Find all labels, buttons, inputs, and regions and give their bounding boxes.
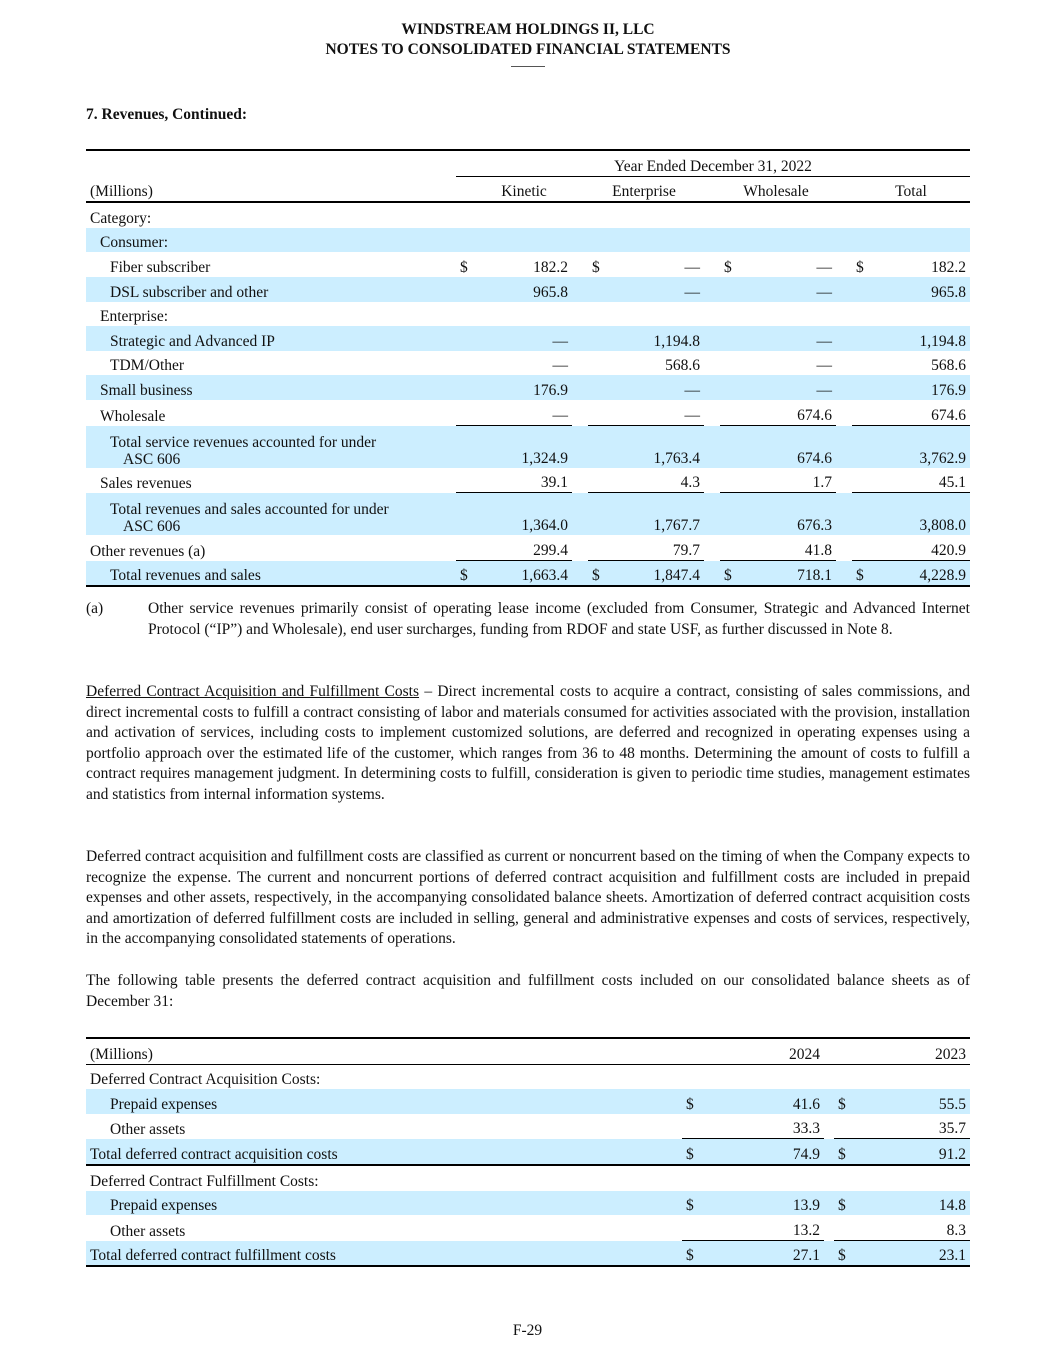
row-label: Other assets <box>110 1222 186 1240</box>
cell-value: 965.8 <box>876 277 970 302</box>
cell-value: 1,194.8 <box>612 326 704 351</box>
table-row-total <box>86 561 970 588</box>
col-total: Total <box>852 177 970 204</box>
row-label: Consumer: <box>86 228 970 253</box>
cell-value: 1.7 <box>744 468 836 494</box>
cell-value: 3,808.0 <box>876 493 970 535</box>
cell-value: 182.2 <box>931 258 966 276</box>
units-label: (Millions) <box>86 177 456 204</box>
row-label-line1: Total service revenues accounted for under <box>110 433 377 451</box>
cell-value: 41.6 <box>706 1089 824 1114</box>
dollar-sign: $ <box>834 1241 858 1268</box>
cell-value: 35.7 <box>858 1114 970 1140</box>
cell-value: 299.4 <box>480 535 572 561</box>
column-header-row <box>86 1037 970 1065</box>
table-row <box>86 1215 970 1241</box>
company-name: WINDSTREAM HOLDINGS II, LLC <box>401 21 655 38</box>
cell-value: — <box>480 400 572 426</box>
period-header-row <box>86 149 970 177</box>
dollar-sign: $ <box>460 258 468 276</box>
table-row <box>86 302 970 327</box>
row-label-line2: ASC 606 <box>123 450 181 468</box>
dollar-sign: $ <box>834 1191 858 1216</box>
cell-value: 176.9 <box>876 375 970 400</box>
table-row <box>86 1114 970 1140</box>
table-row <box>86 277 970 302</box>
cell-value: — <box>612 400 704 426</box>
cell-value: — <box>612 375 704 400</box>
col-2024: 2024 <box>706 1037 824 1065</box>
table-row <box>86 375 970 400</box>
row-label: Category: <box>90 209 152 227</box>
dollar-sign: $ <box>588 561 612 588</box>
paragraph-body: – Direct incremental costs to acquire a contract, consisting of sales commissions, and direct incremental costs to fulfill a contract consisting of labor and materials consumed for activities associated with the provision, installation and activation of services, including costs to implement customized solutions, are deferred and recognized in operating expenses using a portfolio approach over the estimated life of the customer, which ranges from 36 to 48 months. Determining the amount of costs to fulfill a contract requires management judgment. In determining costs to fulfill, consideration is given to periodic time studies, management estimates and statistics from internal information systems. <box>86 683 970 803</box>
cell-value: 41.8 <box>744 535 836 561</box>
dollar-sign: $ <box>682 1191 706 1216</box>
cell-value: 176.9 <box>480 375 572 400</box>
cell-value: 674.6 <box>876 400 970 426</box>
cell-value: 965.8 <box>480 277 572 302</box>
cell-value: 27.1 <box>706 1241 824 1268</box>
cell-value: 23.1 <box>858 1241 970 1268</box>
cell-value: 45.1 <box>876 468 970 494</box>
row-label: Deferred Contract Fulfillment Costs: <box>90 1172 319 1190</box>
cell-value: — <box>816 357 832 375</box>
col-kinetic: Kinetic <box>480 177 588 204</box>
period-header: Year Ended December 31, 2022 <box>456 149 970 177</box>
header-divider <box>511 66 545 67</box>
dollar-sign: $ <box>856 258 864 276</box>
cell-value: 676.3 <box>744 493 836 535</box>
table-row <box>86 400 970 426</box>
table-row-total <box>86 1241 970 1268</box>
cell-value: 420.9 <box>876 535 970 561</box>
cell-value: 55.5 <box>858 1089 970 1114</box>
dollar-sign: $ <box>456 561 480 588</box>
revenue-table <box>86 149 970 587</box>
units-label: (Millions) <box>86 1037 682 1065</box>
cell-value: 182.2 <box>533 258 568 276</box>
paragraph-classification: Deferred contract acquisition and fulfillment costs are classified as current or noncurrent based on the timing of when the Company expects to recognize the expense. The current and noncurrent portions of deferred contract acquisition and fulfillment costs are included in prepaid expenses and other assets, respectively, in the accompanying consolidated balance sheets. Amortization of deferred contract acquisition costs and amortization of deferred fulfillment costs are included in selling, general and administrative expenses and costs of services, respectively, in the accompanying consolidated statements of operations. <box>86 848 970 948</box>
table-row <box>86 203 970 228</box>
row-label-line1: Total revenues and sales accounted for under <box>110 501 389 519</box>
dollar-sign: $ <box>834 1089 858 1114</box>
table-row-total <box>86 1139 970 1166</box>
row-label: Total deferred contract fulfillment costs <box>86 1241 682 1268</box>
cell-value: 14.8 <box>858 1191 970 1216</box>
document-subtitle: NOTES TO CONSOLIDATED FINANCIAL STATEMENTS <box>325 41 731 58</box>
table-row <box>86 351 970 376</box>
row-label: Total deferred contract acquisition costs <box>86 1139 682 1166</box>
dollar-sign: $ <box>724 258 732 276</box>
row-label: Other revenues (a) <box>90 542 206 560</box>
table-row <box>86 1166 970 1191</box>
row-label: Other assets <box>110 1121 186 1139</box>
cell-value: 1,847.4 <box>612 561 704 588</box>
cell-value: 674.6 <box>744 426 836 468</box>
row-label <box>86 493 456 535</box>
footnote <box>86 599 970 640</box>
cell-value: 33.3 <box>706 1114 824 1140</box>
table-row <box>86 468 970 494</box>
cell-value: 718.1 <box>744 561 836 588</box>
section-title: 7. Revenues, Continued: <box>86 106 248 123</box>
row-label: Deferred Contract Acquisition Costs: <box>90 1071 321 1089</box>
col-wholesale: Wholesale <box>720 177 852 204</box>
cell-value: — <box>612 277 704 302</box>
table-row <box>86 1191 970 1216</box>
col-2023: 2023 <box>858 1037 970 1065</box>
row-label: TDM/Other <box>110 357 185 375</box>
cell-value: — <box>552 357 568 375</box>
cell-value: 1,663.4 <box>480 561 572 588</box>
row-label: Enterprise: <box>100 308 169 326</box>
row-label: DSL subscriber and other <box>86 277 456 302</box>
cell-value: 8.3 <box>858 1215 970 1241</box>
dollar-sign: $ <box>592 258 600 276</box>
cell-value: 1,194.8 <box>876 326 970 351</box>
cell-value: 13.2 <box>706 1215 824 1241</box>
cell-value: — <box>684 258 700 276</box>
cell-value: — <box>480 326 572 351</box>
table-row <box>86 426 970 468</box>
table-row <box>86 535 970 561</box>
table-row <box>86 1065 970 1090</box>
row-label-line2: ASC 606 <box>123 518 181 536</box>
footnote-marker: (a) <box>86 600 104 617</box>
cell-value: 1,763.4 <box>612 426 704 468</box>
table-row <box>86 228 970 253</box>
deferred-costs-table <box>86 1037 970 1267</box>
cell-value: 39.1 <box>480 468 572 494</box>
row-label: Strategic and Advanced IP <box>86 326 456 351</box>
cell-value: 3,762.9 <box>876 426 970 468</box>
cell-value: 674.6 <box>744 400 836 426</box>
cell-value: 568.6 <box>931 357 966 375</box>
row-label <box>86 426 456 468</box>
paragraph-deferred-costs <box>86 682 970 806</box>
footnote-text: Other service revenues primarily consist of operating lease income (excluded from Consumer, Strategic and Advanced Internet Protocol (“IP”) and Wholesale), end user surcharges, funding from RDOF and state USF, as further discussed in Note 8. <box>148 600 970 638</box>
page-header <box>86 20 970 67</box>
row-label: Sales revenues <box>100 475 192 493</box>
cell-value: — <box>744 375 836 400</box>
dollar-sign: $ <box>720 561 744 588</box>
row-label: Total revenues and sales <box>86 561 456 588</box>
table-row <box>86 493 970 535</box>
table-row <box>86 1089 970 1114</box>
cell-value: 1,767.7 <box>612 493 704 535</box>
table-row <box>86 252 970 277</box>
row-label: Wholesale <box>100 407 166 425</box>
paragraph-heading: Deferred Contract Acquisition and Fulfillment Costs <box>86 683 420 700</box>
revenue-table-container <box>86 149 970 587</box>
dollar-sign: $ <box>682 1241 706 1268</box>
cell-value: — <box>816 258 832 276</box>
cell-value: 91.2 <box>858 1139 970 1166</box>
cell-value: 4.3 <box>612 468 704 494</box>
cell-value: 79.7 <box>612 535 704 561</box>
cell-value: 1,324.9 <box>480 426 572 468</box>
row-label: Prepaid expenses <box>86 1089 682 1114</box>
paragraph-table-intro: The following table presents the deferred contract acquisition and fulfillment costs included on our consolidated balance sheets as of December 31: <box>86 972 970 1010</box>
deferred-table-container <box>86 1037 970 1267</box>
page-number: F-29 <box>512 1322 543 1339</box>
cell-value: 568.6 <box>665 357 700 375</box>
cell-value: — <box>744 277 836 302</box>
row-label: Prepaid expenses <box>86 1191 682 1216</box>
dollar-sign: $ <box>852 561 876 588</box>
row-label: Small business <box>86 375 456 400</box>
row-label: Fiber subscriber <box>110 258 211 276</box>
dollar-sign: $ <box>682 1139 706 1166</box>
column-header-row <box>86 177 970 204</box>
table-row <box>86 326 970 351</box>
dollar-sign: $ <box>682 1089 706 1114</box>
col-enterprise: Enterprise <box>588 177 720 204</box>
cell-value: 1,364.0 <box>480 493 572 535</box>
cell-value: 13.9 <box>706 1191 824 1216</box>
dollar-sign: $ <box>834 1139 858 1166</box>
cell-value: 4,228.9 <box>876 561 970 588</box>
cell-value: — <box>744 326 836 351</box>
cell-value: 74.9 <box>706 1139 824 1166</box>
